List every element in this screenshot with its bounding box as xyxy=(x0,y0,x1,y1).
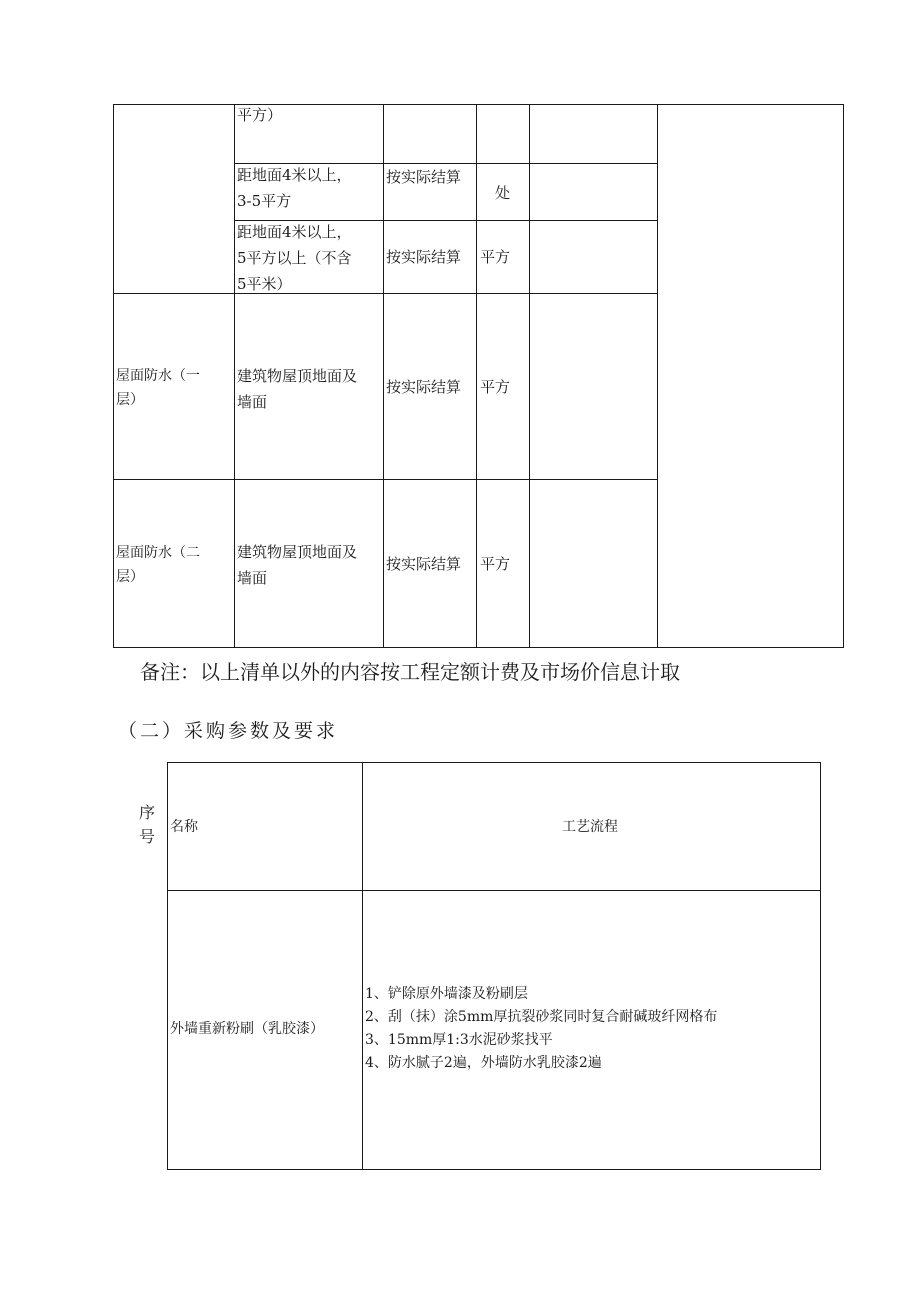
table-top-border xyxy=(167,762,821,763)
cell-text-line: 平方） xyxy=(237,106,283,124)
process-step: 2、刮（抹）涂5mm厚抗裂砂浆同时复合耐碱玻纤网格布 xyxy=(365,1009,718,1025)
table-cell-method: 按实际结算 xyxy=(386,378,462,396)
cell-text-line: 5平方以上（不含 xyxy=(237,249,352,267)
row-divider xyxy=(113,479,658,480)
table-cell-unit: 平方 xyxy=(480,248,511,266)
table-cell-method: 按实际结算 xyxy=(386,168,462,186)
table-cell-content xyxy=(237,539,357,591)
cell-text-line: 建筑物屋顶地面及 xyxy=(237,543,358,561)
table-cell-category xyxy=(116,364,200,412)
table-cell-category xyxy=(116,541,200,589)
column-divider xyxy=(234,104,235,648)
table-cell-content xyxy=(237,363,357,415)
column-divider xyxy=(167,762,168,1170)
cell-text-line: 层） xyxy=(116,392,144,408)
header-name: 名称 xyxy=(170,819,198,835)
table-cell-method: 按实际结算 xyxy=(386,248,462,266)
cell-text-line: 层） xyxy=(116,569,144,585)
column-divider xyxy=(657,104,658,648)
column-divider xyxy=(529,104,530,648)
table-cell-unit: 平方 xyxy=(480,555,511,573)
column-divider xyxy=(362,762,363,1170)
cell-text-line: 屋面防水（二 xyxy=(116,545,200,561)
row-name: 外墙重新粉刷（乳胶漆） xyxy=(170,1021,324,1037)
cell-text-line: 3-5平方 xyxy=(237,192,292,210)
table-bottom-border xyxy=(167,1169,821,1170)
header-index-char: 序 xyxy=(138,803,155,822)
process-step: 4、防水腻子2遍，外墙防水乳胶漆2遍 xyxy=(365,1055,602,1071)
row-divider xyxy=(167,890,821,891)
cell-text-line: 墙面 xyxy=(237,393,268,411)
cell-text-line: 建筑物屋顶地面及 xyxy=(237,367,358,385)
column-divider xyxy=(476,104,477,648)
table-cell-unit: 平方 xyxy=(480,378,511,396)
table-cell-content xyxy=(237,162,352,214)
cell-text-line: 距地面4米以上， xyxy=(237,166,352,184)
table-bottom-border xyxy=(113,647,844,648)
section-heading: （二）采购参数及要求 xyxy=(118,720,339,742)
table-cell-content xyxy=(237,102,282,128)
process-step: 3、15mm厚1:3水泥砂浆找平 xyxy=(365,1032,553,1048)
header-process: 工艺流程 xyxy=(562,819,618,835)
cell-text-line: 屋面防水（一 xyxy=(116,368,200,384)
cell-text-line: 距地面4米以上， xyxy=(237,223,352,241)
table-cell-unit: 处 xyxy=(495,184,511,202)
row-divider xyxy=(113,293,658,294)
header-index-char: 号 xyxy=(138,827,155,846)
cell-text-line: 墙面 xyxy=(237,569,268,587)
column-divider xyxy=(820,762,821,1170)
table-cell-content xyxy=(237,219,352,297)
column-divider xyxy=(113,104,114,648)
column-divider xyxy=(383,104,384,648)
row-process-steps xyxy=(365,983,717,1075)
column-divider xyxy=(843,104,844,648)
table-cell-method: 按实际结算 xyxy=(386,555,462,573)
cell-text-line: 5平米） xyxy=(237,275,292,293)
header-index xyxy=(138,801,156,849)
table-top-border xyxy=(113,104,844,105)
remark-note: 备注：以上清单以外的内容按工程定额计费及市场价信息计取 xyxy=(140,660,680,684)
process-step: 1、铲除原外墙漆及粉刷层 xyxy=(365,986,528,1002)
